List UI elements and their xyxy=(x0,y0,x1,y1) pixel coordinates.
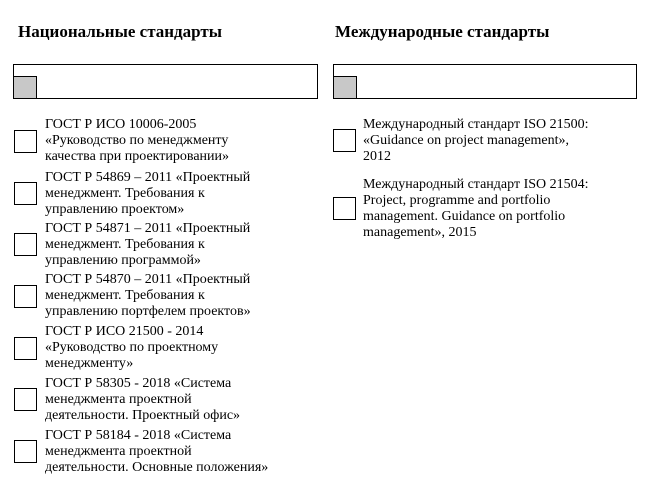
checkbox[interactable] xyxy=(14,233,37,256)
checkbox[interactable] xyxy=(14,388,37,411)
checkbox[interactable] xyxy=(14,285,37,308)
item-label: Международный стандарт ISO 21500: «Guidance on project management», 2012 xyxy=(363,117,589,164)
international-standards-heading: Международные стандарты xyxy=(335,22,550,41)
checkbox[interactable] xyxy=(14,337,37,360)
checkbox[interactable] xyxy=(14,440,37,463)
checkbox[interactable] xyxy=(14,130,37,153)
item-label: ГОСТ Р 58305 - 2018 «Система менеджмента проектной деятельности. Проектный офис» xyxy=(45,376,241,423)
item-label: ГОСТ Р 54869 – 2011 «Проектный менеджмент. Требования к управлению проектом» xyxy=(45,170,251,217)
item-label: ГОСТ Р 54870 – 2011 «Проектный менеджмент. Требования к управлению портфелем проектов» xyxy=(45,272,251,319)
national-standards-heading: Национальные стандарты xyxy=(18,22,222,41)
checkbox[interactable] xyxy=(333,129,356,152)
checkbox[interactable] xyxy=(333,197,356,220)
item-label: ГОСТ Р 54871 – 2011 «Проектный менеджмент. Требования к управлению программой» xyxy=(45,221,251,268)
input-handle-icon[interactable] xyxy=(334,76,357,98)
item-label: ГОСТ Р 58184 - 2018 «Система менеджмента проектной деятельности. Основные положения» xyxy=(45,428,269,475)
item-label: Международный стандарт ISO 21504: Project, programme and portfolio management. Guidance on portfolio management», 2015 xyxy=(363,177,589,240)
item-label: ГОСТ Р ИСО 10006-2005 «Руководство по менеджменту качества при проектировании» xyxy=(45,117,230,164)
item-label: ГОСТ Р ИСО 21500 - 2014 «Руководство по проектному менеджменту» xyxy=(45,324,219,371)
checkbox[interactable] xyxy=(14,182,37,205)
international-standards-input[interactable] xyxy=(333,64,637,99)
national-standards-input[interactable] xyxy=(13,64,318,99)
input-handle-icon[interactable] xyxy=(14,76,37,98)
